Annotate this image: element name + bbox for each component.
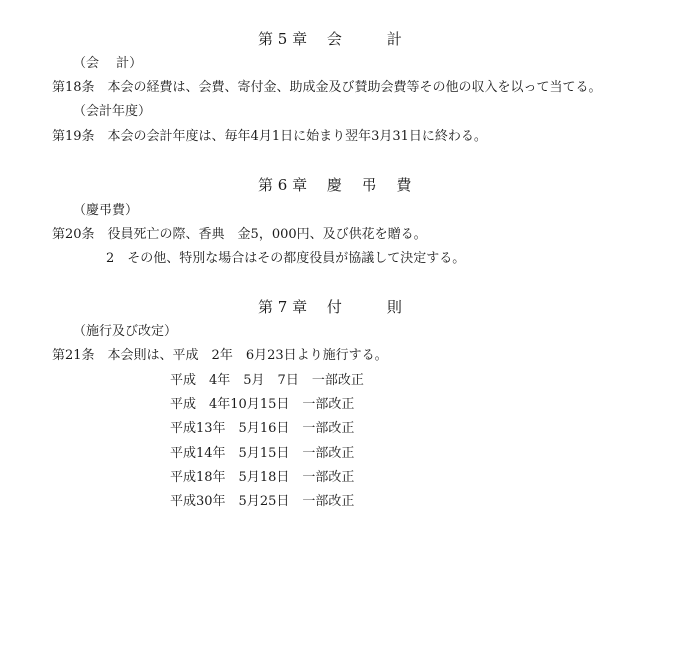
amendment-line: 平成30年 5月25日 一部改正 [170, 494, 355, 509]
amendment-line: 平成18年 5月18日 一部改正 [170, 470, 355, 485]
chapter-7-heading: 第 7 章 付 則 [258, 298, 402, 316]
amendment-line: 平成 4年10月15日 一部改正 [170, 397, 355, 412]
chapter-6-heading: 第 6 章 慶 弔 費 [258, 176, 412, 194]
chapter-5-heading: 第 5 章 会 計 [258, 30, 402, 48]
article-21: 第21条 本会則は、平成 2年 6月23日より施行する。 [52, 348, 388, 363]
article-19: 第19条 本会の会計年度は、毎年4月1日に始まり翌年3月31日に終わる。 [52, 129, 487, 144]
amendment-line: 平成14年 5月15日 一部改正 [170, 446, 355, 461]
section-label-condolence: （慶弔費） [73, 203, 139, 218]
amendment-line: 平成13年 5月16日 一部改正 [170, 421, 355, 436]
section-label-enforcement: （施行及び改定） [73, 324, 178, 339]
section-label-fiscal-year: （会計年度） [73, 104, 152, 119]
article-20: 第20条 役員死亡の際、香典 金5，000円、及び供花を贈る。 [52, 227, 427, 242]
amendment-line: 平成 4年 5月 7日 一部改正 [170, 373, 364, 388]
section-label-accounting: （会 計） [73, 56, 143, 71]
article-20-paragraph-2: 2 その他、特別な場合はその都度役員が協議して決定する。 [106, 251, 466, 266]
article-18: 第18条 本会の経費は、会費、寄付金、助成金及び賛助会費等その他の収入を以って当てる。 [52, 80, 602, 95]
